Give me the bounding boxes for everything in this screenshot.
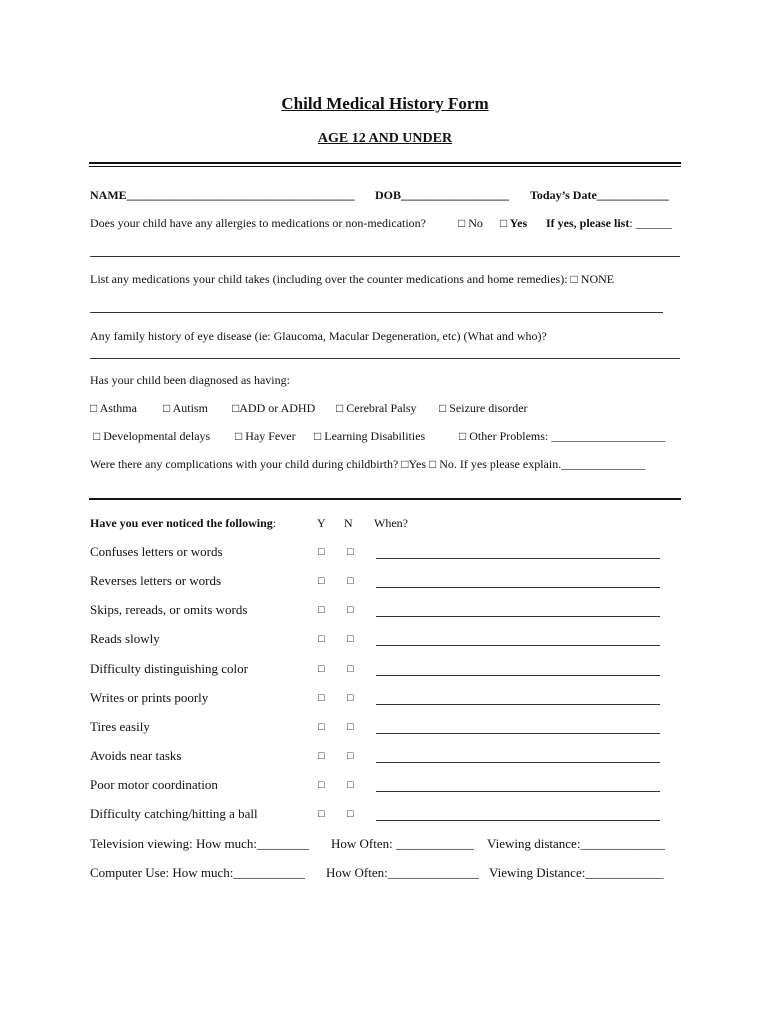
- medications-question: List any medications your child takes (including over the counter medications and home remedies): □ NONE: [90, 272, 615, 286]
- allergies-question: Does your child have any allergies to medications or non-medication?: [90, 216, 427, 230]
- symptom-when-line[interactable]: [376, 762, 660, 763]
- symptoms-heading-label: Have you ever noticed the following: [90, 516, 273, 530]
- symptom-no-checkbox[interactable]: □: [347, 808, 354, 820]
- symptom-when-line[interactable]: [376, 675, 660, 676]
- diagnosis-developmental-checkbox[interactable]: □ Developmental delays: [93, 429, 211, 443]
- symptom-yes-checkbox[interactable]: □: [318, 692, 325, 704]
- header-divider: [89, 162, 681, 167]
- diagnosed-question: Has your child been diagnosed as having:: [90, 373, 290, 387]
- symptom-label: Difficulty distinguishing color: [90, 661, 248, 676]
- diagnosis-asthma-checkbox[interactable]: □ Asthma: [90, 401, 137, 415]
- diagnosis-add-adhd-checkbox[interactable]: □ADD or ADHD: [232, 401, 316, 415]
- symptom-when-line[interactable]: [376, 733, 660, 734]
- diagnosis-autism-checkbox[interactable]: □ Autism: [163, 401, 208, 415]
- section-divider: [89, 498, 681, 500]
- computer-distance-field[interactable]: Viewing Distance:____________: [489, 865, 664, 880]
- symptom-no-checkbox[interactable]: □: [347, 779, 354, 791]
- allergies-yes-checkbox[interactable]: □ Yes: [500, 216, 528, 230]
- diagnosis-other-field[interactable]: □ Other Problems: ___________________: [459, 429, 666, 443]
- allergies-list-field[interactable]: [546, 216, 672, 231]
- column-no: N: [344, 516, 353, 530]
- family-history-question: Any family history of eye disease (ie: Glaucoma, Macular Degeneration, etc) (What and who)?: [90, 329, 547, 343]
- symptom-when-line[interactable]: [376, 558, 660, 559]
- symptom-when-line[interactable]: [376, 791, 660, 792]
- symptom-yes-checkbox[interactable]: □: [318, 808, 325, 820]
- name-field[interactable]: NAME______________________________________: [90, 188, 355, 202]
- symptom-no-checkbox[interactable]: □: [347, 692, 354, 704]
- symptom-label: Confuses letters or words: [90, 544, 223, 559]
- symptom-label: Difficulty catching/hitting a ball: [90, 806, 258, 821]
- symptom-label: Reads slowly: [90, 631, 160, 646]
- symptom-when-line[interactable]: [376, 645, 660, 646]
- symptom-yes-checkbox[interactable]: □: [318, 575, 325, 587]
- form-title: Child Medical History Form: [281, 94, 489, 113]
- family-history-answer-line[interactable]: [90, 358, 680, 359]
- symptom-label: Tires easily: [90, 719, 150, 734]
- allergies-answer-line[interactable]: [90, 256, 680, 257]
- symptom-when-line[interactable]: [376, 616, 660, 617]
- allergies-list-label: If yes, please list: [546, 216, 630, 230]
- symptom-label: Reverses letters or words: [90, 573, 222, 588]
- todays-date-field[interactable]: Today’s Date____________: [530, 188, 669, 202]
- allergies-no-checkbox[interactable]: □ No: [458, 216, 483, 230]
- symptom-no-checkbox[interactable]: □: [347, 546, 354, 558]
- computer-how-much-field[interactable]: Computer Use: How much:___________: [90, 865, 305, 880]
- symptom-no-checkbox[interactable]: □: [347, 604, 354, 616]
- symptom-label: Poor motor coordination: [90, 777, 218, 792]
- symptom-yes-checkbox[interactable]: □: [318, 721, 325, 733]
- tv-how-often-field[interactable]: How Often: ____________: [331, 836, 474, 851]
- symptom-label: Writes or prints poorly: [90, 690, 209, 705]
- symptom-no-checkbox[interactable]: □: [347, 633, 354, 645]
- symptom-no-checkbox[interactable]: □: [347, 663, 354, 675]
- symptom-yes-checkbox[interactable]: □: [318, 546, 325, 558]
- diagnosis-cerebral-palsy-checkbox[interactable]: □ Cerebral Palsy: [336, 401, 417, 415]
- symptoms-heading-colon: :: [272, 516, 277, 530]
- symptom-when-line[interactable]: [376, 704, 660, 705]
- column-when: When?: [374, 516, 408, 530]
- symptom-no-checkbox[interactable]: □: [347, 750, 354, 762]
- symptom-no-checkbox[interactable]: □: [347, 575, 354, 587]
- symptom-label: Skips, rereads, or omits words: [90, 602, 248, 617]
- symptom-when-line[interactable]: [376, 820, 660, 821]
- symptom-yes-checkbox[interactable]: □: [318, 633, 325, 645]
- symptom-yes-checkbox[interactable]: □: [318, 779, 325, 791]
- tv-distance-field[interactable]: Viewing distance:_____________: [487, 836, 665, 851]
- symptoms-heading: [90, 516, 276, 531]
- symptom-no-checkbox[interactable]: □: [347, 721, 354, 733]
- symptom-label: Avoids near tasks: [90, 748, 182, 763]
- diagnosis-hay-fever-checkbox[interactable]: □ Hay Fever: [235, 429, 296, 443]
- diagnosis-learning-checkbox[interactable]: □ Learning Disabilities: [314, 429, 426, 443]
- symptom-yes-checkbox[interactable]: □: [318, 663, 325, 675]
- column-yes: Y: [317, 516, 326, 530]
- symptom-when-line[interactable]: [376, 587, 660, 588]
- medications-answer-line[interactable]: [90, 312, 663, 313]
- diagnosis-seizure-checkbox[interactable]: □ Seizure disorder: [439, 401, 528, 415]
- form-subtitle: AGE 12 AND UNDER: [317, 131, 453, 146]
- symptom-yes-checkbox[interactable]: □: [318, 750, 325, 762]
- computer-how-often-field[interactable]: How Often:______________: [326, 865, 479, 880]
- childbirth-question[interactable]: Were there any complications with your child during childbirth? □Yes □ No. If yes please explain.______________: [90, 457, 646, 471]
- symptom-yes-checkbox[interactable]: □: [318, 604, 325, 616]
- allergies-list-blank: : ______: [629, 216, 672, 230]
- tv-how-much-field[interactable]: Television viewing: How much:________: [90, 836, 309, 851]
- dob-field[interactable]: DOB__________________: [375, 188, 510, 202]
